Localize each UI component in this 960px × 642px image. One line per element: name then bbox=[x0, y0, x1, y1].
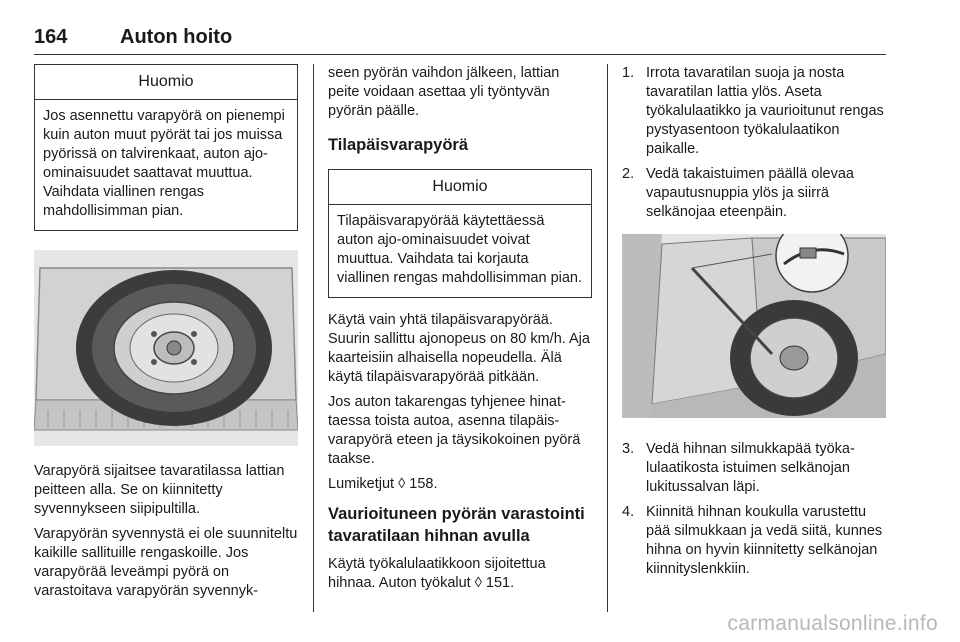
column-right-text bbox=[622, 440, 886, 579]
column-middle bbox=[328, 64, 592, 593]
notice-text: Jos asennettu varapyörä on pienempi kuin auton muut pyörät tai jos muissa pyörissä on talvirenkaat, auton ajo-ominaisuudet saattavat muuttua. Vaihdata viallinen rengas mahdollisimman pian. bbox=[43, 108, 285, 219]
step-item: 4. Kiinnitä hihnan koukulla varustettu pää silmukkaan ja vedä siitä, kunnes hihna on hyvin kiinnitetty selkänojan kiinnityslenkkiin. bbox=[622, 504, 883, 577]
step-item: 1. Irrota tavaratilan suoja ja nosta tavaratilan lattia ylös. Aseta työkalulaatikko ja vaurioitunut rengas pystyasentoon työkalulaatikon paikalle. bbox=[622, 65, 884, 157]
step-item: 3. Vedä hihnan silmukkapää työkalulaatikosta istuimen selkänojan lukitussalvan läpi. bbox=[622, 441, 855, 495]
notice-heading: Huomio bbox=[35, 65, 297, 100]
instruction-steps bbox=[622, 440, 886, 579]
column-left-text bbox=[34, 462, 298, 601]
page-number: 164 bbox=[34, 26, 68, 48]
body-paragraph: seen pyörän vaihdon jälkeen, lattian peite voidaan asettaa yli työntyvän pyörän päälle. bbox=[328, 65, 560, 119]
trunk-icon bbox=[622, 234, 886, 418]
page-title: Auton hoito bbox=[120, 26, 233, 48]
step-item: 2. Vedä takaistuimen päällä olevaa vapautusnuppia ylös ja siirrä selkänojaa eteenpäin. bbox=[622, 166, 854, 220]
notice-box bbox=[328, 169, 592, 298]
section-heading: Vaurioituneen pyörän varastointi tavaratilaan hihnan avulla bbox=[328, 505, 585, 545]
watermark: carmanualsonline.info bbox=[727, 612, 938, 635]
cross-reference: Lumiketjut ◊ 158. bbox=[328, 476, 438, 492]
body-paragraph: Varapyörän syvennystä ei ole suunniteltu kaikille sallituille rengaskoille. Jos varapyörää leveämpi pyörä on varastoitava varapyörän syvennyk- bbox=[34, 526, 298, 599]
notice-text: Tilapäisvarapyörää käytettäessä auton ajo-ominaisuudet voivat muuttua. Vaihdata tai korjauta viallinen rengas mahdollisimman pian. bbox=[337, 213, 583, 286]
notice-box bbox=[34, 64, 298, 231]
column-right bbox=[622, 64, 886, 222]
section-heading: Tilapäisvarapyörä bbox=[328, 136, 469, 154]
column-divider bbox=[313, 64, 314, 612]
instruction-steps bbox=[622, 64, 886, 222]
column-divider bbox=[607, 64, 608, 612]
body-paragraph: Käytä työkalulaatikkoon sijoitettua hihnaa. Auton työkalut ◊ 151. bbox=[328, 556, 546, 591]
body-paragraph: Käytä vain yhtä tilapäisvarapyörää. Suurin sallittu ajonopeus on 80 km/h. Aja kaarteisiin alhaisella nopeudella. Älä käytä tilapäisvarapyörää pitkään. bbox=[328, 312, 590, 385]
spare-wheel-well-illustration bbox=[34, 250, 298, 446]
body-paragraph: Jos auton takarengas tyhjenee hinattaessa toista autoa, asenna tilapäisvarapyörä eteen ja täysikokoinen pyörä taakse. bbox=[328, 394, 581, 467]
column-left bbox=[34, 64, 298, 231]
page-header bbox=[34, 26, 886, 55]
trunk-strap-illustration bbox=[622, 234, 886, 418]
body-paragraph: Varapyörä sijaitsee tavaratilassa lattian peitteen alla. Se on kiinnitetty syvennykseen siipipultilla. bbox=[34, 463, 285, 517]
notice-heading: Huomio bbox=[329, 170, 591, 205]
spare-wheel-icon bbox=[34, 250, 298, 446]
